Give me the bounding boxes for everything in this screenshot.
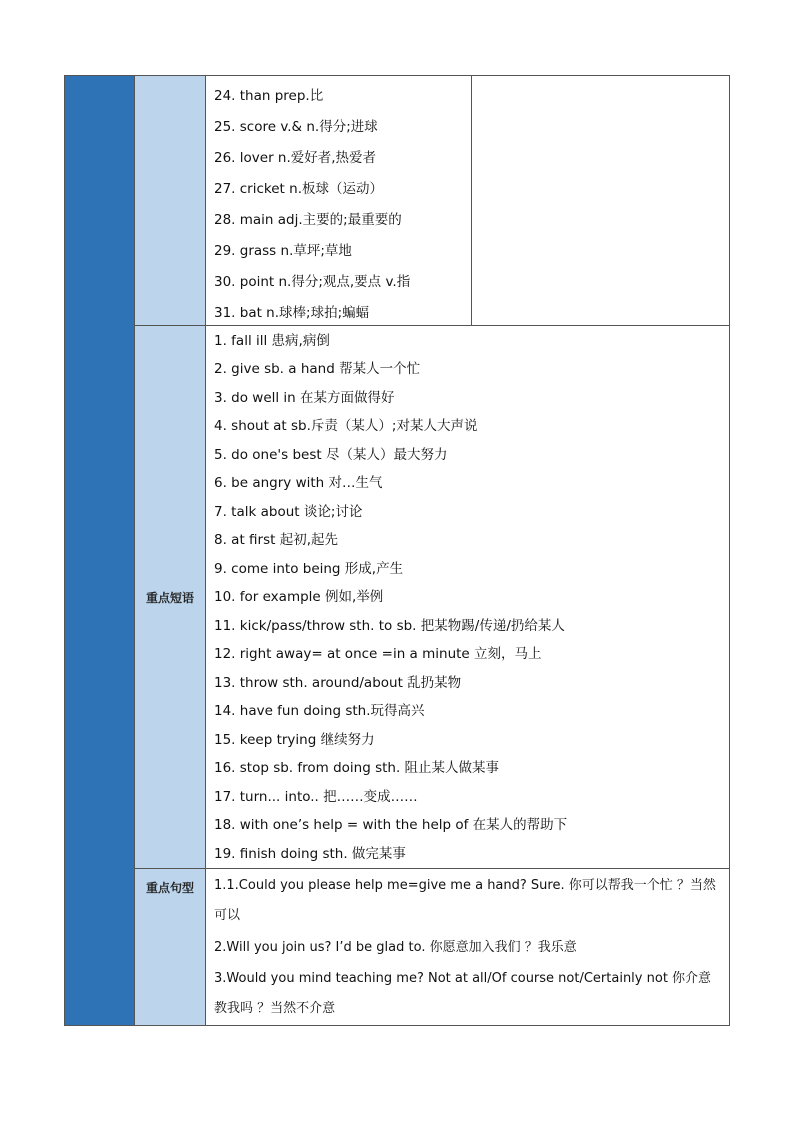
- phrase-item: 12. right away= at once =in a minute 立刻，马上: [214, 646, 542, 662]
- phrase-item: 13. throw sth. around/about 乱扔某物: [214, 675, 462, 691]
- sentences-label: 重点句型: [145, 881, 194, 895]
- sentences-label-cell: [135, 869, 206, 1026]
- word-item: 31. bat n.球棒;球拍;蝙蝠: [214, 305, 370, 321]
- phrase-item: 5. do one's best 尽（某人）最大努力: [214, 447, 448, 463]
- phrase-item: 16. stop sb. from doing sth. 阻止某人做某事: [214, 760, 500, 776]
- phrase-item: 6. be angry with 对…生气: [214, 475, 383, 491]
- sentences-cell: [206, 869, 730, 1026]
- vocabulary-table: [64, 75, 730, 1026]
- phrases-label: 重点短语: [145, 590, 194, 605]
- phrase-item: 10. for example 例如,举例: [214, 589, 384, 605]
- word-item: 26. lover n.爱好者,热爱者: [214, 150, 377, 166]
- sentence-item: 3.Would you mind teaching me? Not at all/Of course not/Certainly not 你介意教我吗 ？当然不介意: [214, 971, 712, 1016]
- word-item: 29. grass n.草坪;草地: [214, 243, 352, 259]
- word-item: 30. point n.得分;观点,要点 v.指: [214, 274, 411, 290]
- phrases-cell: [206, 326, 730, 869]
- word-item: 25. score v.& n.得分;进球: [214, 119, 378, 135]
- phrase-item: 15. keep trying 继续努力: [214, 732, 375, 748]
- phrase-item: 9. come into being 形成,产生: [214, 561, 404, 577]
- word-item: 28. main adj.主要的;最重要的: [214, 212, 402, 228]
- phrase-item: 2. give sb. a hand 帮某人一个忙: [214, 361, 421, 377]
- word-item: 24. than prep.比: [214, 88, 324, 104]
- phrase-item: 1. fall ill 患病,病倒: [214, 333, 330, 349]
- word-item: 27. cricket n.板球（运动）: [214, 181, 383, 197]
- phrase-item: 3. do well in 在某方面做得好: [214, 390, 395, 406]
- words-cell: [206, 75, 472, 326]
- words-empty-cell: [472, 75, 730, 326]
- phrases-label-cell: [135, 326, 206, 869]
- words-label-cell: [135, 75, 206, 326]
- phrase-item: 18. with one’s help = with the help of 在某人的帮助下: [214, 817, 568, 833]
- phrase-item: 11. kick/pass/throw sth. to sb. 把某物踢/传递/扔给某人: [214, 618, 565, 634]
- sentence-item: 2.Will you join us? I’d be glad to. 你愿意加入我们 ？我乐意: [214, 940, 577, 955]
- sentence-item: 1.1.Could you please help me=give me a hand? Sure. 你可以帮我一个忙 ？当然可以: [214, 878, 716, 923]
- phrase-item: 4. shout at sb.斥责（某人）;对某人大声说: [214, 418, 478, 434]
- left-margin-column: [64, 75, 135, 1026]
- phrase-item: 19. finish doing sth. 做完某事: [214, 846, 406, 862]
- phrase-item: 17. turn... into.. 把……变成……: [214, 789, 418, 805]
- phrase-item: 7. talk about 谈论;讨论: [214, 504, 363, 520]
- phrase-item: 14. have fun doing sth.玩得高兴: [214, 703, 425, 719]
- phrase-item: 8. at first 起初,起先: [214, 532, 338, 548]
